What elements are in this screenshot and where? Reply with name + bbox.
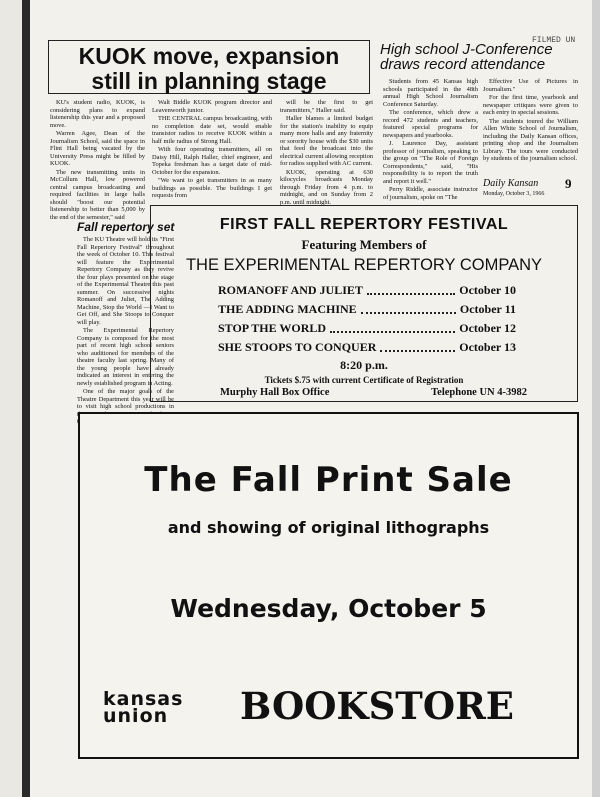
ticket-info: Tickets $.75 with current Certificate of Registration (264, 375, 464, 385)
kuok-column-3 (280, 99, 373, 207)
play-date: October 13 (457, 338, 516, 357)
page-number: 9 (565, 176, 572, 191)
play-date: October 11 (458, 300, 516, 319)
page-gutter (22, 0, 30, 797)
paragraph: One of the major goals of the Theatre Department this year will be to visit high school productions in (77, 388, 174, 410)
dot-leader (367, 281, 455, 295)
kuok-headline-line2: still in planning stage (91, 68, 327, 94)
telephone: Telephone UN 4-3982 (431, 387, 527, 398)
kuok-headline-line1: KUOK move, expansion (78, 43, 340, 69)
dot-leader (380, 338, 455, 352)
paragraph: Effective Use of Pictures in Journalism." (483, 78, 578, 93)
hs-headline (380, 42, 585, 72)
festival-company: THE EXPERIMENTAL REPERTORY COMPANY (185, 256, 543, 274)
play-row (218, 338, 516, 357)
dot-leader (330, 319, 455, 333)
sale-subtitle: and showing of original lithographs (167, 518, 490, 537)
kansas-union-logo (103, 688, 184, 727)
paragraph: The students toured the William Allen White School of Journalism, including the Daily Kansan offices, printing shop and the Journalism Library. The tours were conducted by students of the journalism school. (483, 117, 578, 162)
festival-title: FIRST FALL REPERTORY FESTIVAL (219, 216, 509, 233)
paragraph: The Experimental Repertory Company is composed for the most part of recent high school seniors who auditioned for members of the theatre faculty last spring. Many of the young people have already indicated an interest in entering the newly established program in Acting. (77, 327, 174, 387)
paragraph: KUOK, operating at 630 kilocycles broadcasts Monday through Friday from 4 p.m. to midnight, and on Sunday from 2 p.m. until midnight. (280, 168, 373, 206)
hs-column-1 (383, 78, 478, 202)
logo-line-kansas: kansas (103, 688, 184, 710)
masthead-paper-name: Daily Kansan (483, 178, 539, 189)
play-date: October 12 (457, 319, 516, 338)
page-edge-shadow (592, 0, 600, 797)
sale-title: The Fall Print Sale (144, 460, 513, 500)
festival-time: 8:20 p.m. (340, 358, 388, 372)
hs-headline-line2: draws record attendance (380, 56, 546, 73)
paragraph: The new transmitting units in McCollum Hall, low powered central campus broadcasting and required facilities in large halls should "boost our potential listenership to better than 5,000 by the end of the semester," said (50, 168, 145, 221)
paragraph: will be the first to get transmitters," Haller said. (280, 99, 373, 114)
hs-column-2 (483, 78, 578, 164)
logo-line-union: union (103, 705, 169, 727)
kuok-column-2 (152, 99, 272, 201)
hs-headline-line1: High school J-Conference (380, 41, 553, 58)
adjacent-page-edge (0, 0, 22, 797)
play-name: STOP THE WORLD (218, 319, 328, 338)
print-sale-ad (78, 412, 579, 759)
box-office: Murphy Hall Box Office (220, 387, 330, 398)
paragraph: The KU Theatre will hold its "First Fall Repertory Festival" throughout the week of October 10. This festival will feature the Experimental Repertory Company as they revive the four plays presented on the stage of the Experimental Theatre this past summer. On successive nights Romanoff and Juliet, The Adding Machine, Stop the World —I Want to Get Off, and She Stoops to Conquer will play. (77, 236, 174, 326)
masthead-date: Monday, October 3, 1966 (483, 191, 545, 197)
play-row (218, 300, 516, 319)
paragraph: Students from 45 Kansas high schools participated in the 48th annual High School Journalism Conference Saturday. (383, 78, 478, 108)
paragraph: For the first time, yearbook and newspaper critiques were given to each entry in special sessions. (483, 94, 578, 116)
play-row (218, 319, 516, 338)
paragraph: The conference, which drew a record 472 students and teachers, featured special programs for newspapers and yearbooks. (383, 109, 478, 139)
paragraph: Haller blames a limited budget for the station's inability to equip many more halls and any fraternity or sorority house with the $30 units that feed the broadcast into the electrical current allowing reception for radios supplied with AC current. (280, 115, 373, 167)
play-name: THE ADDING MACHINE (218, 300, 359, 319)
kuok-column-1 (50, 99, 145, 222)
play-row (218, 281, 516, 300)
paragraph: With four operating transmitters, all on Daisy Hill, Ralph Haller, chief engineer, and Topeka freshman has a target date of mid-October for the expansion. (152, 146, 272, 176)
kuok-headline-box (48, 40, 370, 94)
bookstore-wordmark: BOOKSTORE (240, 684, 515, 728)
paragraph: J. Laurence Day, assistant professor of journalism, speaking to the group on "The Role of Foreign Correspondents," said, "His responsibility is to report the truth and report it well." (383, 140, 478, 185)
paragraph: THE CENTRAL campus broadcasting, with no completion date set, would enable transistor radios to receive KUOK within a half mile radius of Strong Hall. (152, 115, 272, 145)
dot-leader (361, 300, 456, 314)
play-schedule (218, 281, 516, 357)
paragraph: Walt Biddle KUOK program director and Leavenworth junior. (152, 99, 272, 114)
festival-subtitle: Featuring Members of (301, 237, 427, 252)
festival-ad (150, 205, 578, 402)
paragraph: "We want to get transmitters in as many buildings as possible. The buildings I get requests from (152, 177, 272, 199)
sale-date: Wednesday, October 5 (170, 594, 487, 623)
paragraph: Warren Agee, Dean of the Journalism School, said the space in Flint Hall being vacated by the University Press might be filled by KUOK. (50, 130, 145, 167)
play-date: October 10 (457, 281, 516, 300)
repertory-headline: Fall repertory set (77, 220, 175, 234)
archive-stamp: FILMED UN (532, 36, 576, 45)
play-name: ROMANOFF AND JULIET (218, 281, 365, 300)
paragraph: KU's student radio, KUOK, is considering plans to expand listenership this year and a proposed move. (50, 99, 145, 129)
play-name: SHE STOOPS TO CONQUER (218, 338, 378, 357)
paragraph: Perry Riddle, associate instructor of journalism, spoke on "The (383, 186, 478, 201)
